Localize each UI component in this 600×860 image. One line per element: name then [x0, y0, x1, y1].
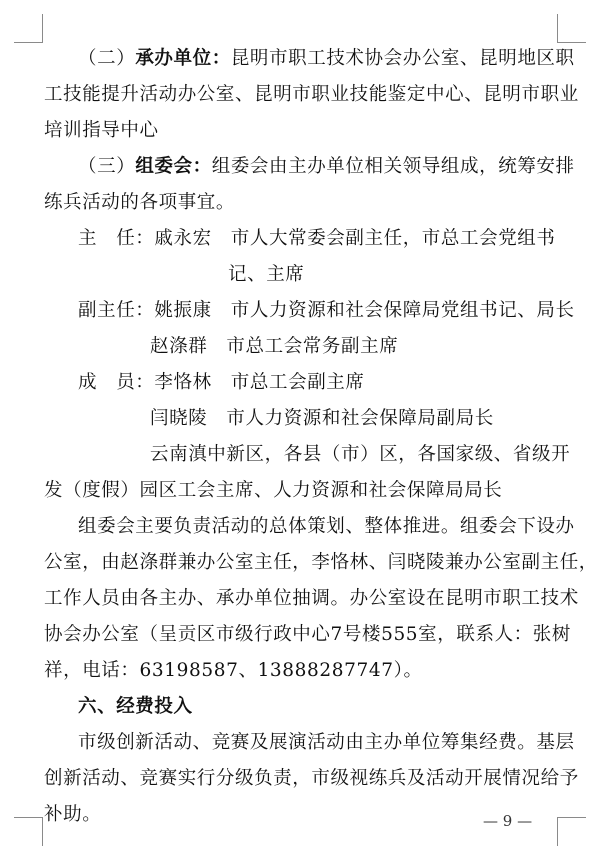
text-line: 云南滇中新区，各县（市）区，各国家级、省级开	[150, 444, 571, 465]
text-line: 练兵活动的各项事宜。	[44, 192, 236, 213]
text-line: 公室，由赵涤群兼办公室主任，李恪林、闫晓陵兼办公室副主任，	[44, 552, 598, 573]
crop-mark-bottom-right	[557, 817, 586, 846]
crop-mark-top-left	[14, 14, 43, 43]
section-label: 组委会：	[135, 156, 212, 177]
text-line: 组委会主要负责活动的总体策划、整体推进。组委会下设办	[78, 516, 575, 537]
text-line: 副主任：姚振康 市人力资源和社会保障局党组书记、局长	[78, 300, 575, 321]
text-line: 工技能提升活动办公室、昆明市职业技能鉴定中心、昆明市职业	[44, 84, 579, 105]
crop-mark-bottom-left	[14, 817, 43, 846]
section-heading: 六、经费投入	[78, 696, 193, 717]
text-line: 创新活动、竞赛实行分级负责，市级视练兵及活动开展情况给予	[44, 768, 579, 789]
text-line: （二）承办单位：昆明市职工技术协会办公室、昆明地区职	[78, 48, 575, 69]
text-line: 祥，电话：63198587、13888287747）。	[44, 660, 423, 681]
text-line: 补助。	[44, 804, 102, 825]
page-number: — 9 —	[483, 812, 533, 830]
text-line: 工作人员由各主办、承办单位抽调。办公室设在昆明市职工技术	[44, 588, 579, 609]
text-line: （三）组委会：组委会由主办单位相关领导组成，统筹安排	[78, 156, 575, 177]
text-line: 成 员：李恪林 市总工会副主席	[78, 372, 365, 393]
text-line: 市级创新活动、竞赛及展演活动由主办单位筹集经费。基层	[78, 732, 575, 753]
text-line: 培训指导中心	[44, 120, 159, 141]
section-label: 承办单位：	[135, 48, 231, 69]
text-line: 闫晓陵 市人力资源和社会保障局副局长	[150, 408, 494, 429]
text-line: 主 任：戚永宏 市人大常委会副主任，市总工会党组书	[78, 228, 556, 249]
text-line: 记、主席	[228, 264, 305, 285]
crop-mark-top-right	[557, 14, 586, 43]
text-line: 协会办公室（呈贡区市级行政中心7号楼555室，联系人：张树	[44, 624, 571, 645]
text-line: 赵涤群 市总工会常务副主席	[150, 336, 399, 357]
text-line: 发（度假）园区工会主席、人力资源和社会保障局局长	[44, 480, 503, 501]
